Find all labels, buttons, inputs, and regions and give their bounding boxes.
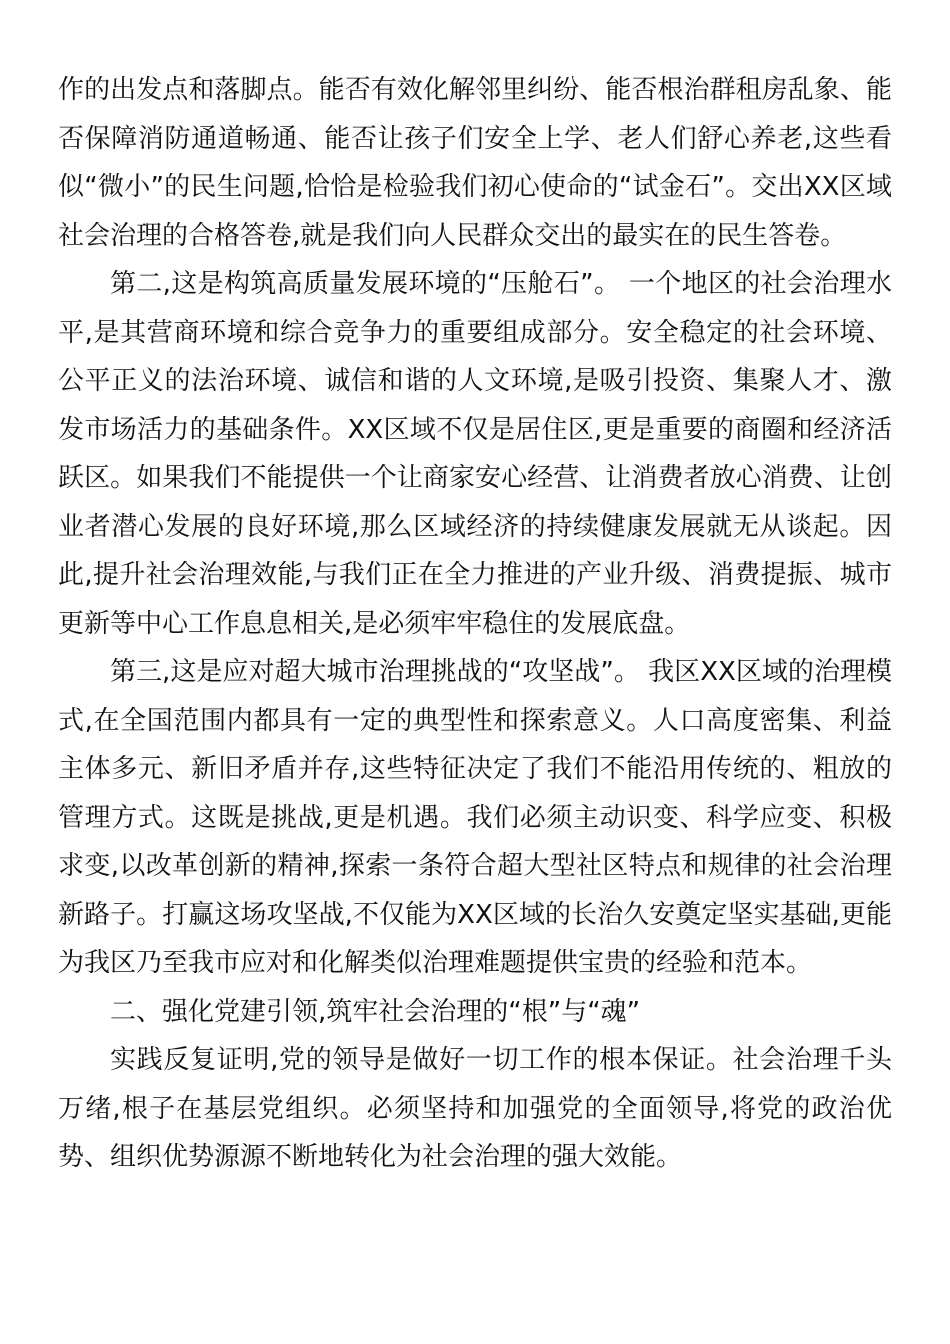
paragraph-continuation: 作的出发点和落脚点。能否有效化解邻里纠纷、能否根治群租房乱象、能否保障消防通道畅通、能否让孩子们安全上学、老人们舒心养老,这些看似“微小”的民生问题,恰恰是检验我们初心使命的“试金石”。交出XX区域社会治理的合格答卷,就是我们向人民群众交出的最实在的民生答卷。 — [58, 75, 892, 251]
section-heading: 二、强化党建引领,筑牢社会治理的“根”与“魂” — [110, 996, 641, 1027]
paragraph-party-leadership: 实践反复证明,党的领导是做好一切工作的根本保证。社会治理千头万绪,根子在基层党组织。必须坚持和加强党的全面领导,将党的政治优势、组织优势源源不断地转化为社会治理的强大效能。 — [58, 1045, 892, 1172]
paragraph-second-point: 第二,这是构筑高质量发展环境的“压舱石”。 一个地区的社会治理水平,是其营商环境和综合竞争力的重要组成部分。安全稳定的社会环境、公平正义的法治环境、诚信和谐的人文环境,是吸引投资、集聚人才、激发市场活力的基础条件。XX区域不仅是居住区,更是重要的商圈和经济活跃区。如果我们不能提供一个让商家安心经营、让消费者放心消费、让创业者潜心发展的良好环境,那么区域经济的持续健康发展就无从谈起。因此,提升社会治理效能,与我们正在全力推进的产业升级、消费提振、城市更新等中心工作息息相关,是必须牢牢稳住的发展底盘。 — [58, 269, 892, 639]
paragraph-third-point: 第三,这是应对超大城市治理挑战的“攻坚战”。 我区XX区域的治理模式,在全国范围内都具有一定的典型性和探索意义。人口高度密集、利益主体多元、新旧矛盾并存,这些特征决定了我们不能沿用传统的、粗放的管理方式。这既是挑战,更是机遇。我们必须主动识变、科学应变、积极求变,以改革创新的精神,探索一条符合超大型社区特点和规律的社会治理新路子。打赢这场攻坚战,不仅能为XX区域的长治久安奠定坚实基础,更能为我区乃至我市应对和化解类似治理难题提供宝贵的经验和范本。 — [58, 657, 892, 978]
document-body — [58, 66, 892, 1182]
